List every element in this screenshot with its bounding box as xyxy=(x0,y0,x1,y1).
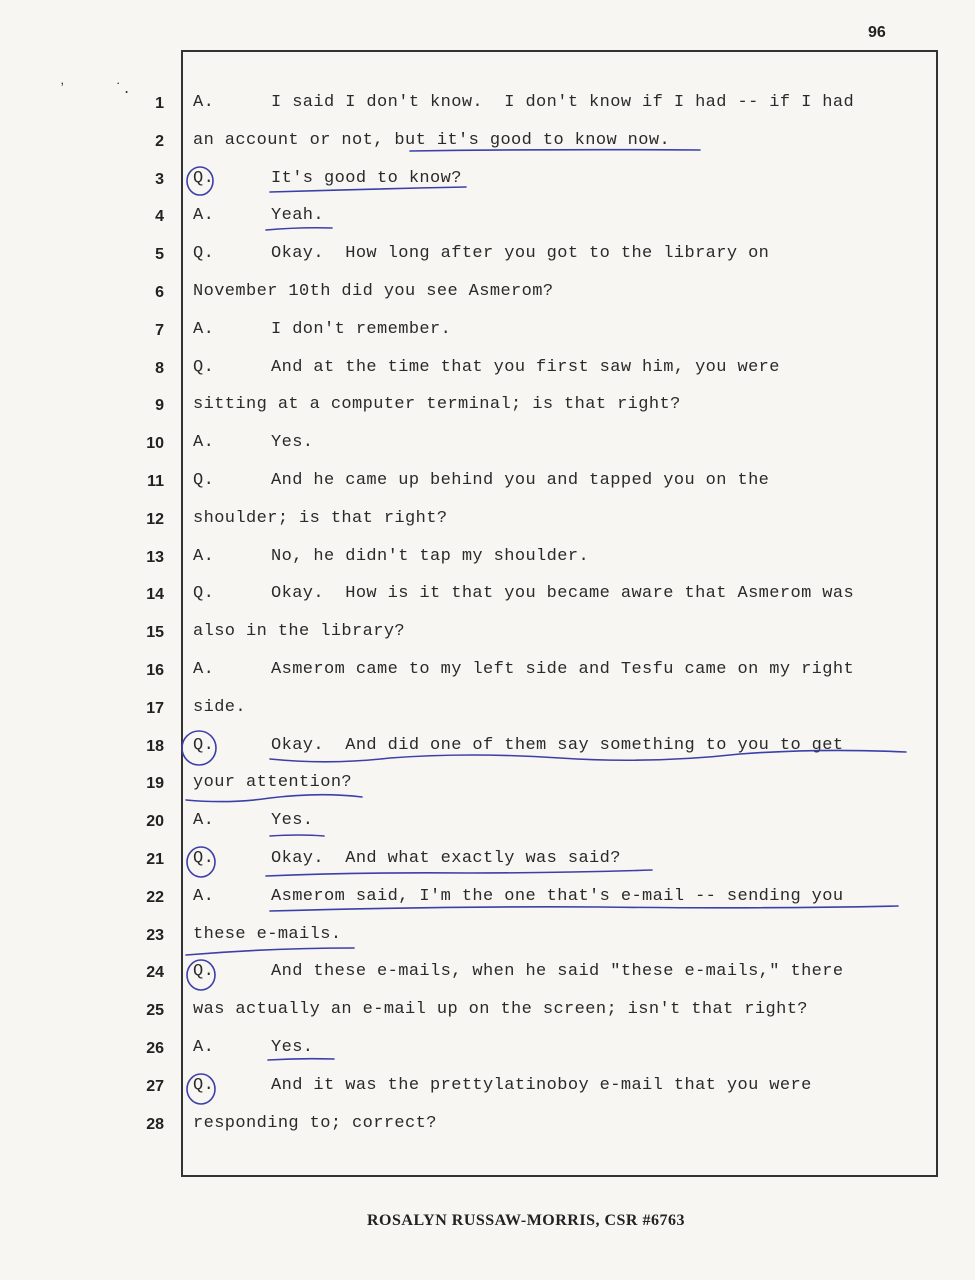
line-text: Okay. And what exactly was said? xyxy=(271,849,621,868)
line-text: No, he didn't tap my shoulder. xyxy=(271,546,590,566)
speaker-label: A. xyxy=(193,546,215,566)
line-text: also in the library? xyxy=(193,622,406,642)
line-number: 12 xyxy=(146,510,164,528)
line-text: Yes. xyxy=(271,811,314,831)
line-number: 6 xyxy=(155,284,164,301)
line-number: 10 xyxy=(146,435,164,453)
line-number: 3 xyxy=(155,170,164,188)
line-number: 28 xyxy=(146,1115,164,1133)
speaker-label: Q. xyxy=(193,735,215,755)
line-number: 20 xyxy=(146,813,164,831)
speaker-label: Q. xyxy=(193,471,215,490)
speaker-label: A. xyxy=(193,811,215,831)
line-text: responding to; correct? xyxy=(193,1113,437,1133)
line-text: Okay. How long after you got to the library on xyxy=(271,244,770,264)
line-number: 16 xyxy=(146,662,164,679)
line-number: 25 xyxy=(146,1002,164,1020)
speaker-label: Q. xyxy=(193,357,215,377)
speaker-label: A. xyxy=(193,660,215,679)
line-number: 18 xyxy=(146,737,164,755)
line-text: was actually an e-mail up on the screen; isn't that right? xyxy=(193,1000,808,1020)
line-number: 13 xyxy=(146,548,164,566)
line-text: Asmerom came to my left side and Tesfu came on my right xyxy=(271,660,855,679)
speaker-label: A. xyxy=(193,319,215,339)
line-number: 14 xyxy=(146,586,164,604)
line-number: 8 xyxy=(155,359,164,377)
scan-speck: ˙. xyxy=(114,82,131,98)
line-text: I said I don't know. I don't know if I had -- if I had xyxy=(271,93,855,112)
speaker-label: A. xyxy=(193,206,215,226)
line-text: And these e-mails, when he said "these e-mails," there xyxy=(271,962,844,982)
line-number: 23 xyxy=(146,926,164,944)
speaker-label: A. xyxy=(193,886,215,906)
line-number: 11 xyxy=(147,473,164,490)
speaker-label: A. xyxy=(193,93,215,112)
line-text: Yeah. xyxy=(271,206,325,226)
speaker-label: Q. xyxy=(193,244,215,264)
line-number: 17 xyxy=(146,699,164,717)
page-number: 96 xyxy=(868,24,886,41)
line-text: It's good to know? xyxy=(271,168,462,188)
speaker-label: Q. xyxy=(193,849,215,868)
line-number: 26 xyxy=(146,1040,164,1057)
line-text: an account or not, but it's good to know now. xyxy=(193,130,671,150)
line-number: 9 xyxy=(155,397,164,415)
line-number: 15 xyxy=(146,624,164,642)
line-text: Yes. xyxy=(271,1038,314,1057)
line-number: 21 xyxy=(146,851,164,868)
line-text: Okay. And did one of them say something to you to get xyxy=(271,735,844,755)
line-text: And at the time that you first saw him, you were xyxy=(271,357,780,377)
line-text: Yes. xyxy=(271,433,314,453)
speaker-label: Q. xyxy=(193,1075,215,1095)
line-text: Okay. How is it that you became aware that Asmerom was xyxy=(271,584,855,604)
line-text: shoulder; is that right? xyxy=(193,508,448,528)
speaker-label: A. xyxy=(193,433,215,453)
line-text: Asmerom said, I'm the one that's e-mail -- sending you xyxy=(271,886,844,906)
line-number: 22 xyxy=(146,888,164,906)
line-text: And it was the prettylatinoboy e-mail that you were xyxy=(271,1075,812,1095)
speaker-label: Q. xyxy=(193,962,215,982)
line-text: And he came up behind you and tapped you on the xyxy=(271,471,770,490)
line-text: side. xyxy=(193,697,247,717)
scan-speck: ʼ xyxy=(58,82,67,98)
line-text: sitting at a computer terminal; is that right? xyxy=(193,395,681,415)
line-text: your attention? xyxy=(193,773,353,793)
line-number: 27 xyxy=(146,1077,164,1095)
line-number: 5 xyxy=(155,246,164,264)
line-number: 1 xyxy=(155,95,164,112)
line-number: 2 xyxy=(155,132,164,150)
line-text: these e-mails. xyxy=(193,924,342,944)
line-text: November 10th did you see Asmerom? xyxy=(193,282,554,301)
line-number: 4 xyxy=(155,208,164,226)
speaker-label: A. xyxy=(193,1038,215,1057)
line-number: 19 xyxy=(146,775,164,793)
speaker-label: Q. xyxy=(193,584,215,604)
line-text: I don't remember. xyxy=(271,319,452,339)
line-number: 7 xyxy=(155,321,164,339)
reporter-footer: ROSALYN RUSSAW-MORRIS, CSR #6763 xyxy=(367,1212,685,1229)
speaker-label: Q. xyxy=(193,168,215,188)
line-number: 24 xyxy=(146,964,164,982)
